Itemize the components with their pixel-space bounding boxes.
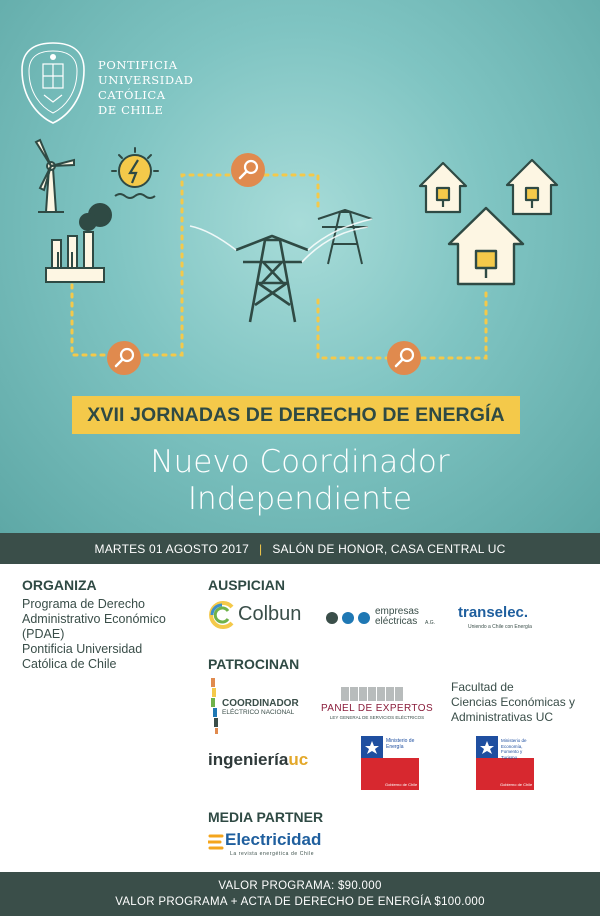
- empresas-line2: eléctricas: [375, 616, 418, 627]
- facultad-text: [451, 680, 575, 725]
- electricidad-icon: [208, 832, 226, 852]
- empresas-line1: empresas: [375, 606, 419, 617]
- organiza-line: Católica de Chile: [22, 657, 117, 671]
- university-seal-icon: [16, 40, 90, 126]
- price-footer: [0, 872, 600, 916]
- ministerio-energia-text: Ministerio de Energía: [386, 738, 415, 750]
- ingenieria-uc-text: uc: [288, 750, 309, 769]
- electricidad-logo: [208, 830, 338, 860]
- university-name: [98, 58, 193, 118]
- colbun-icon: [208, 601, 236, 629]
- electricidad-text: Electricidad: [225, 830, 322, 849]
- organiza-line: Pontificia Universidad: [22, 642, 143, 656]
- magnifier-icon: [387, 341, 421, 375]
- house-plug-icon: [507, 160, 557, 214]
- date-venue-bar: [0, 533, 600, 564]
- event-title-band: [72, 396, 520, 434]
- house-plug-icon: [449, 208, 523, 284]
- event-subtitle-line2: Independiente: [187, 481, 413, 517]
- panel-expertos-text: PANEL DE EXPERTOS: [320, 703, 434, 714]
- transelec-logo: [458, 604, 568, 634]
- patrocinan-heading: PATROCINAN: [208, 656, 300, 672]
- coordinador-icon: [208, 678, 220, 734]
- auspician-heading: AUSPICIAN: [208, 577, 286, 593]
- facultad-line: Facultad de: [451, 680, 514, 694]
- organiza-line: (PDAE): [22, 627, 65, 641]
- energy-illustration: [0, 130, 600, 390]
- event-date: MARTES 01 AGOSTO 2017: [94, 541, 250, 556]
- facultad-line: Administrativas UC: [451, 710, 554, 724]
- ministerio-economia-text: Ministerio de Economía, Fomento y Turismo: [501, 738, 527, 760]
- colbun-text: Colbun: [238, 603, 302, 625]
- price-line1: VALOR PROGRAMA: $90.000: [218, 880, 382, 892]
- university-name-line: CATÓLICA: [98, 88, 166, 102]
- event-venue: SALÓN DE HONOR, CASA CENTRAL UC: [272, 541, 506, 556]
- gobierno-text: Gobierno de Chile: [385, 782, 418, 787]
- separator: |: [259, 541, 263, 556]
- ministerio-energia-logo: [361, 736, 419, 790]
- university-name-line: UNIVERSIDAD: [98, 73, 194, 87]
- sun-icon: [112, 148, 158, 198]
- coordinador-subtext: ELÉCTRICO NACIONAL: [222, 709, 295, 716]
- event-subtitle: [0, 444, 600, 518]
- colbun-logo: [208, 600, 308, 630]
- wind-turbine-icon: [36, 140, 74, 212]
- panel-expertos-icon: [341, 687, 413, 701]
- empresas-electricas-logo: [325, 605, 440, 631]
- organiza-heading: ORGANIZA: [22, 577, 97, 593]
- facultad-line: Ciencias Económicas y: [451, 695, 576, 709]
- transelec-tagline: Uniendo a Chile con Energía: [468, 624, 532, 630]
- event-title: XVII JORNADAS DE DERECHO DE ENERGÍA: [87, 403, 505, 426]
- event-subtitle-line1: Nuevo Coordinador: [150, 444, 450, 480]
- transelec-text: transelec.: [458, 604, 529, 621]
- university-name-line: DE CHILE: [98, 103, 164, 117]
- electricidad-tagline: La revista energética de Chile: [230, 851, 315, 857]
- house-plug-icon: [420, 163, 466, 212]
- panel-expertos-subtext: LEY GENERAL DE SERVICIOS ELÉCTRICOS: [329, 715, 425, 720]
- coordinador-text: COORDINADOR: [222, 698, 299, 709]
- panel-expertos-logo: [318, 687, 436, 721]
- organiza-text: [22, 597, 166, 672]
- magnifier-icon: [107, 341, 141, 375]
- empresas-suffix: A.G.: [425, 620, 436, 626]
- ingenieria-text: ingeniería: [208, 750, 289, 769]
- magnifier-icon: [231, 153, 265, 187]
- gobierno-text: Gobierno de Chile: [500, 782, 533, 787]
- ingenieria-uc-logo: [208, 750, 333, 776]
- empresas-dots-icon: [325, 610, 373, 626]
- factory-icon: [46, 204, 111, 282]
- media-partner-heading: MEDIA PARTNER: [208, 809, 324, 825]
- organiza-line: Programa de Derecho: [22, 597, 145, 611]
- price-line2: VALOR PROGRAMA + ACTA DE DERECHO DE ENERGÍA $100.000: [115, 896, 485, 908]
- power-tower-icon: [236, 236, 308, 322]
- coordinador-logo: [208, 678, 308, 734]
- organiza-line: Administrativo Económico: [22, 612, 166, 626]
- university-name-line: PONTIFICIA: [98, 58, 178, 72]
- ministerio-economia-logo: [476, 736, 534, 790]
